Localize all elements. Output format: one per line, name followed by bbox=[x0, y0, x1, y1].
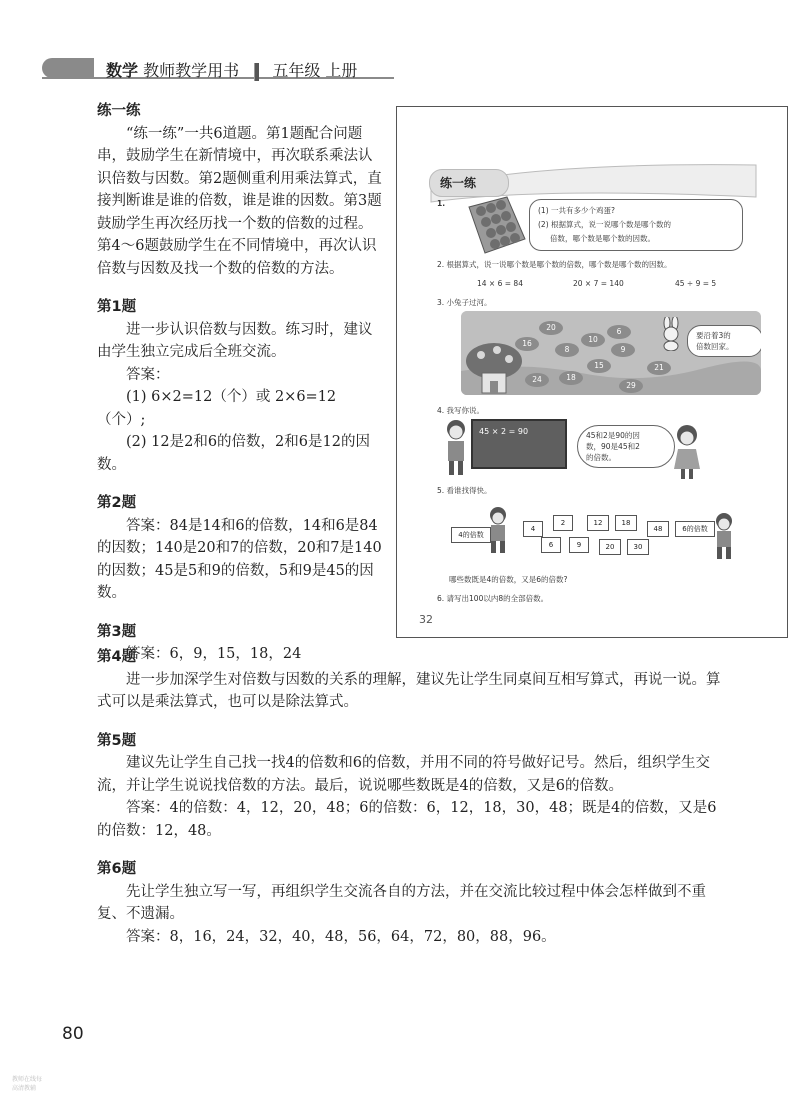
q5-prompt: 5. 看谁找得快。 bbox=[437, 486, 492, 495]
rabbit-bubble-line-1: 要沿着3的 bbox=[696, 331, 731, 340]
header-subject: 数学 bbox=[106, 61, 139, 80]
textbook-page-panel bbox=[396, 106, 788, 638]
q6-text: 先让学生独立写一写，再组织学生交流各自的方法，并在交流比较过程中体会怎样做到不重复、不遗漏。 bbox=[97, 883, 706, 922]
q1-number: 1. bbox=[437, 199, 446, 208]
q2-title: 第2题 bbox=[97, 495, 137, 511]
girl-icon bbox=[673, 423, 701, 481]
number-card: 12 bbox=[587, 515, 609, 531]
watermark-line-2: 高清教辅 bbox=[12, 1085, 37, 1092]
stone: 8 bbox=[555, 343, 579, 357]
number-card: 4 bbox=[523, 521, 543, 537]
girl-bubble-line-2: 数，90是45和2 bbox=[586, 442, 640, 451]
number-card: 48 bbox=[647, 521, 669, 537]
equation-3: 45 ÷ 9 = 5 bbox=[675, 279, 717, 288]
stone: 15 bbox=[587, 359, 611, 373]
q2-prompt: 2. 根据算式，说一说哪个数是哪个数的倍数，哪个数是哪个数的因数。 bbox=[437, 260, 672, 269]
q6-title: 第6题 bbox=[97, 861, 137, 877]
practice-banner-label: 练一练 bbox=[440, 176, 477, 190]
header-tab-decoration bbox=[42, 58, 94, 78]
q6-answer: 答案：8，16，24，32，40，48，56，64，72，80，88，96。 bbox=[126, 928, 556, 945]
q4-title: 第4题 bbox=[97, 649, 137, 665]
number-card: 18 bbox=[615, 515, 637, 531]
number-card: 20 bbox=[599, 539, 621, 555]
q2-text: 答案：84是14和6的倍数，14和6是84的因数；140是20和7的倍数，20和7是140的因数；45是5和9的倍数，5和9是45的因数。 bbox=[97, 517, 382, 601]
egg-tray-image bbox=[463, 195, 527, 255]
rabbit-bubble-line-2: 倍数回家。 bbox=[696, 342, 734, 351]
q3-prompt: 3. 小兔子过河。 bbox=[437, 298, 492, 307]
boy-holding-sign-icon bbox=[711, 511, 737, 561]
q5-title: 第5题 bbox=[97, 732, 137, 749]
stone: 9 bbox=[611, 343, 635, 357]
stone: 18 bbox=[559, 371, 583, 385]
number-card: 6 bbox=[541, 537, 561, 553]
q1-answer-1: (1) 6×2=12（个）或 2×6=12（个）; bbox=[97, 389, 337, 428]
page-number: 80 bbox=[62, 1024, 84, 1044]
mushroom-house-icon bbox=[465, 341, 523, 395]
section-title: 练一练 bbox=[97, 103, 141, 119]
q1-text: 进一步认识倍数与因数。练习时，建议由学生独立完成后全班交流。 bbox=[97, 321, 373, 360]
girl-bubble-line-3: 的倍数。 bbox=[586, 453, 616, 462]
number-card: 9 bbox=[569, 537, 589, 553]
rabbit-speech-bubble bbox=[687, 325, 761, 357]
q1-answer-label: 答案： bbox=[126, 366, 170, 383]
sign-left: 4的倍数 bbox=[451, 527, 491, 543]
sign-right: 6的倍数 bbox=[675, 521, 715, 537]
left-column bbox=[97, 100, 384, 666]
rabbit-icon bbox=[657, 317, 685, 351]
stone: 24 bbox=[525, 373, 549, 387]
watermark-logo bbox=[12, 1074, 42, 1092]
header-divider bbox=[254, 63, 259, 81]
number-card: 30 bbox=[627, 539, 649, 555]
river-crossing-scene bbox=[461, 311, 761, 395]
q1-line-2: (2) 根据算式，说一说哪个数是哪个数的 bbox=[538, 220, 672, 229]
q5-answer: 答案：4的倍数：4，12，20，48；6的倍数：6，12，18，30，48；既是4的倍数，又是6的倍数：12，48。 bbox=[97, 800, 717, 839]
panel-page-number: 32 bbox=[419, 613, 433, 626]
q3-text: 答案：6，9，15，18，24 bbox=[126, 646, 302, 662]
girl-speech-bubble bbox=[577, 425, 675, 468]
stone: 6 bbox=[607, 325, 631, 339]
q6-prompt: 6. 请写出100以内8的全部倍数。 bbox=[437, 594, 549, 603]
q1-line-1: (1) 一共有多少个鸡蛋? bbox=[538, 206, 615, 215]
stone: 16 bbox=[515, 337, 539, 351]
q1-question-box bbox=[529, 199, 743, 251]
watermark-line-1: 教师在线每 bbox=[12, 1076, 43, 1083]
q1-title: 第1题 bbox=[97, 299, 137, 315]
stone: 20 bbox=[539, 321, 563, 335]
q1-answer-2: (2) 12是2和6的倍数，2和6是12的因数。 bbox=[97, 434, 370, 473]
q4-prompt: 4. 我写你说。 bbox=[437, 406, 485, 415]
chalkboard-equation: 45 × 2 = 90 bbox=[479, 427, 529, 436]
q3-title: 第3题 bbox=[97, 623, 137, 640]
chalkboard bbox=[471, 419, 567, 469]
q4-text: 进一步加深学生对倍数与因数的关系的理解，建议先让学生同桌间互相写算式，再说一说。算式可以是乘法算式，也可以是除法算式。 bbox=[97, 671, 721, 710]
full-width-section bbox=[97, 646, 722, 948]
practice-banner bbox=[429, 169, 509, 197]
stone: 10 bbox=[581, 333, 605, 347]
header-book: 教师教学用书 bbox=[143, 61, 240, 80]
stone: 21 bbox=[647, 361, 671, 375]
number-card: 2 bbox=[553, 515, 573, 531]
running-header bbox=[106, 58, 357, 81]
equation-1: 14 × 6 = 84 bbox=[477, 279, 523, 288]
boy-at-board-icon bbox=[441, 417, 471, 477]
girl-bubble-line-1: 45和2是90的因 bbox=[586, 431, 640, 440]
q5-text: 建议先让学生自己找一找4的倍数和6的倍数，并用不同的符号做好记号。然后，组织学生交流，并让学生说说找倍数的方法。最后，说说哪些数既是4的倍数，又是6的倍数。 bbox=[97, 755, 710, 794]
boy-holding-sign-icon bbox=[485, 505, 511, 555]
intro-paragraph: “练一练”一共6道题。第1题配合问题串，鼓励学生在新情境中，再次联系乘法认识倍数与因数。第2题侧重利用乘法算式，直接判断谁是谁的倍数，谁是谁的因数。第3题鼓励学生再次经历找一个数的倍数的过程。第4～6题鼓励学生在不同情境中，再次认识倍数与因数及找一个数的倍数的方法。 bbox=[97, 125, 382, 277]
q1-line-3: 倍数，哪个数是哪个数的因数。 bbox=[550, 234, 655, 243]
q5-question: 哪些数既是4的倍数，又是6的倍数? bbox=[449, 575, 568, 584]
equation-2: 20 × 7 = 140 bbox=[573, 279, 624, 288]
stone: 29 bbox=[619, 379, 643, 393]
header-grade: 五年级 上册 bbox=[272, 61, 358, 80]
